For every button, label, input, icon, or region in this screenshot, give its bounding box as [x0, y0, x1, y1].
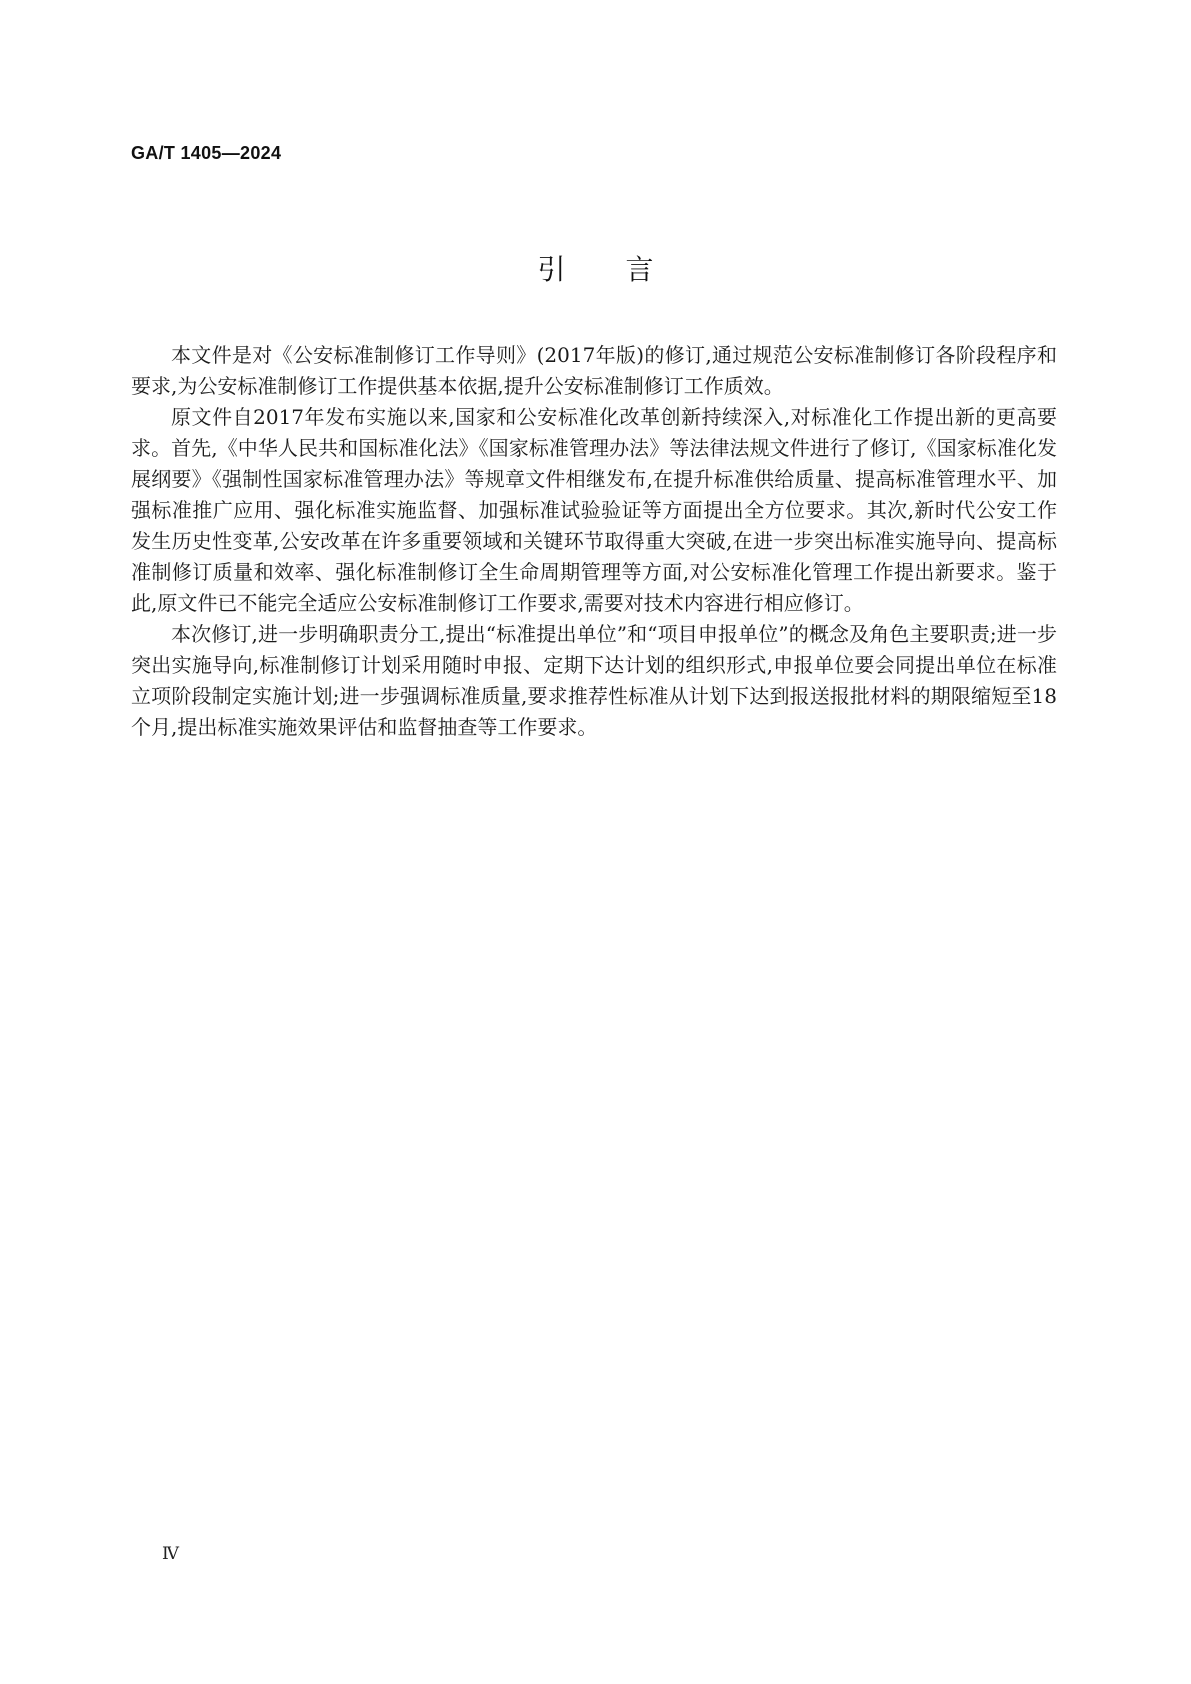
paragraph-3: 本次修订,进一步明确职责分工,提出“标准提出单位”和“项目申报单位”的概念及角色主要职责;进一步突出实施导向,标准制修订计划采用随时申报、定期下达计划的组织形式,申报单位要会同提出单位在标准立项阶段制定实施计划;进一步强调标准质量,要求推荐性标准从计划下达到报送报批材料的期限缩短至18个月,提出标准实施效果评估和监督抽查等工作要求。 [131, 622, 1057, 739]
document-code: GA/T 1405—2024 [131, 143, 282, 163]
section-title: 引言 [537, 253, 714, 286]
introduction-body [131, 340, 1057, 743]
paragraph-1: 本文件是对《公安标准制修订工作导则》(2017年版)的修订,通过规范公安标准制修订各阶段程序和要求,为公安标准制修订工作提供基本依据,提升公安标准制修订工作质效。 [131, 343, 1057, 398]
page-number: Ⅳ [162, 1544, 179, 1564]
paragraph-2: 原文件自2017年发布实施以来,国家和公安标准化改革创新持续深入,对标准化工作提出新的更高要求。首先,《中华人民共和国标准化法》《国家标准管理办法》等法律法规文件进行了修订,《国家标准化发展纲要》《强制性国家标准管理办法》等规章文件相继发布,在提升标准供给质量、提高标准管理水平、加强标准推广应用、强化标准实施监督、加强标准试验验证等方面提出全方位要求。其次,新时代公安工作发生历史性变革,公安改革在许多重要领域和关键环节取得重大突破,在进一步突出标准实施导向、提高标准制修订质量和效率、强化标准制修订全生命周期管理等方面,对公安标准化管理工作提出新要求。鉴于此,原文件已不能完全适应公安标准制修订工作要求,需要对技术内容进行相应修订。 [131, 405, 1057, 615]
